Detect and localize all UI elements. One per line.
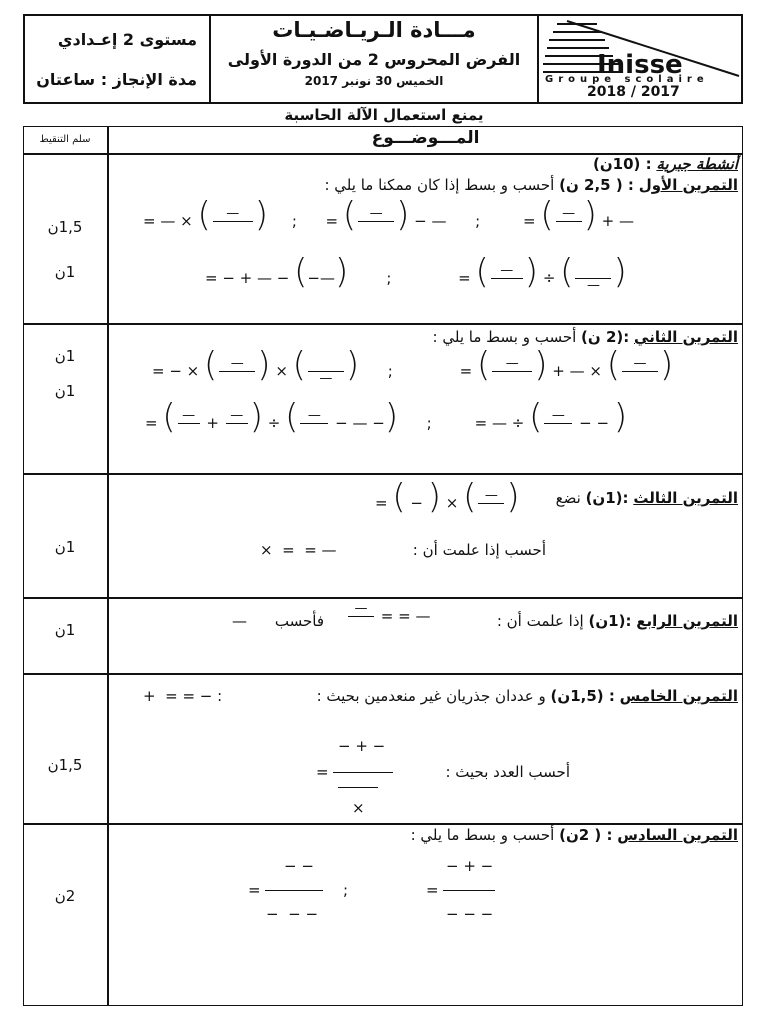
exercise-3-heading <box>556 489 738 507</box>
exercise-2-points: :(2 ن) <box>581 328 630 346</box>
subject-title: مـــادة الـريـاضـيـات <box>272 18 476 42</box>
exercise-5-title: التمرين الخامس <box>619 687 738 705</box>
exercise-3-points: :(1ن) <box>585 489 629 507</box>
exam-title: الفرض المحروس 2 من الدورة الأولى <box>227 50 521 69</box>
ex3-condition: × = = — <box>260 541 337 559</box>
exercise-1-points: : ( 2,5 ن) <box>559 176 634 194</box>
exercise-2-heading <box>433 328 738 346</box>
calculator-notice: يمنع استعمال الآلة الحاسبة <box>284 106 484 124</box>
exercise-4-instruction: إذا علمت أن : <box>496 612 584 630</box>
exercise-2-instruction: أحسب و بسط ما يلي : <box>432 328 577 346</box>
exercise-3-instruction: نضع <box>555 489 581 507</box>
score-ex3: 1ن <box>54 538 76 556</box>
exercise-3-title: التمرين الثالث <box>633 489 738 507</box>
score-ex1-b: 1ن <box>54 263 76 281</box>
score-ex6: 2ن <box>54 887 76 905</box>
exercise-4-points: :(1ن) <box>588 612 632 630</box>
exercise-4-heading <box>497 612 738 630</box>
level-text: مستوى 2 إعـدادي <box>57 30 197 49</box>
ex4-condition: — = = — <box>346 602 430 631</box>
score-ex5: 1,5ن <box>47 756 83 774</box>
exercise-5-task: أحسب العدد بحيث : <box>445 763 570 781</box>
row-divider <box>23 597 743 599</box>
row-divider <box>23 323 743 325</box>
ex1-expr-row1: = — × ( — ) ; = ( — ) − — ; = ( — ) + — <box>143 195 635 235</box>
exercise-6-heading <box>411 826 738 844</box>
header-title-box <box>209 14 539 104</box>
ex2-expr-row2: = ( — + — ) ÷ ( — − — −) ; = — ÷ ( — − − ) <box>145 397 628 437</box>
ex2-expr-row1: = − × ( — ) × ( — ) ; = ( — ) + — × ( — ) <box>152 345 674 386</box>
section-points: : (10ن) <box>593 155 652 173</box>
exercise-6-instruction: أحسب و بسط ما يلي : <box>410 826 555 844</box>
row-divider <box>23 823 743 825</box>
exercise-1-title: التمرين الأول <box>638 176 738 194</box>
section-title: أنشطة جبرية <box>656 155 738 173</box>
header-logo-box <box>537 14 743 104</box>
score-column-header: سلم التنقيط <box>39 134 91 145</box>
exercise-5-instruction: و عددان جذريان غير منعدمين بحيث : <box>316 687 546 705</box>
row-divider <box>23 473 743 475</box>
ex3-expr: = ( − ) × ( — ) <box>375 477 520 517</box>
exercise-5-heading <box>317 687 738 705</box>
score-ex2-b: 1ن <box>54 382 76 400</box>
exercise-1-heading <box>324 176 738 194</box>
section-heading <box>593 155 738 173</box>
score-ex1-a: 1,5ن <box>47 218 83 236</box>
subject-column-header: المـــوضـــوع <box>371 128 480 148</box>
exercise-4-title: التمرين الرابع <box>636 612 738 630</box>
row-divider <box>23 673 743 675</box>
school-year: 2018 / 2017 <box>587 84 680 100</box>
exam-date: الخميس 30 نونبر 2017 <box>304 74 444 88</box>
ex4-target: — <box>232 612 247 630</box>
exercise-2-title: التمرين الثاني <box>634 328 738 346</box>
ex1-expr-row2: = − + — − (−—) ; = ( — ) ÷ ( — ) <box>205 252 627 293</box>
ex5-condition: + = = − : <box>143 687 223 705</box>
score-column <box>23 0 107 1024</box>
score-column-divider <box>107 126 109 1006</box>
exercise-5-points: : (1,5ن) <box>550 687 615 705</box>
logo-name: Inisse <box>597 50 683 80</box>
duration-text: مدة الإنجاز : ساعتان <box>36 70 197 89</box>
exercise-6-points: : ( 2ن) <box>559 826 613 844</box>
logo-subtitle: Groupe scolaire <box>545 74 709 85</box>
exercise-6-title: التمرين السادس <box>617 826 738 844</box>
exercise-4-task: فأحسب <box>274 612 324 630</box>
score-ex4: 1ن <box>54 621 76 639</box>
score-ex2-a: 1ن <box>54 347 76 365</box>
exercise-1-instruction: أحسب و بسط إذا كان ممكنا ما يلي : <box>324 176 555 194</box>
exercise-3-task: أحسب إذا علمت أن : <box>412 541 546 559</box>
